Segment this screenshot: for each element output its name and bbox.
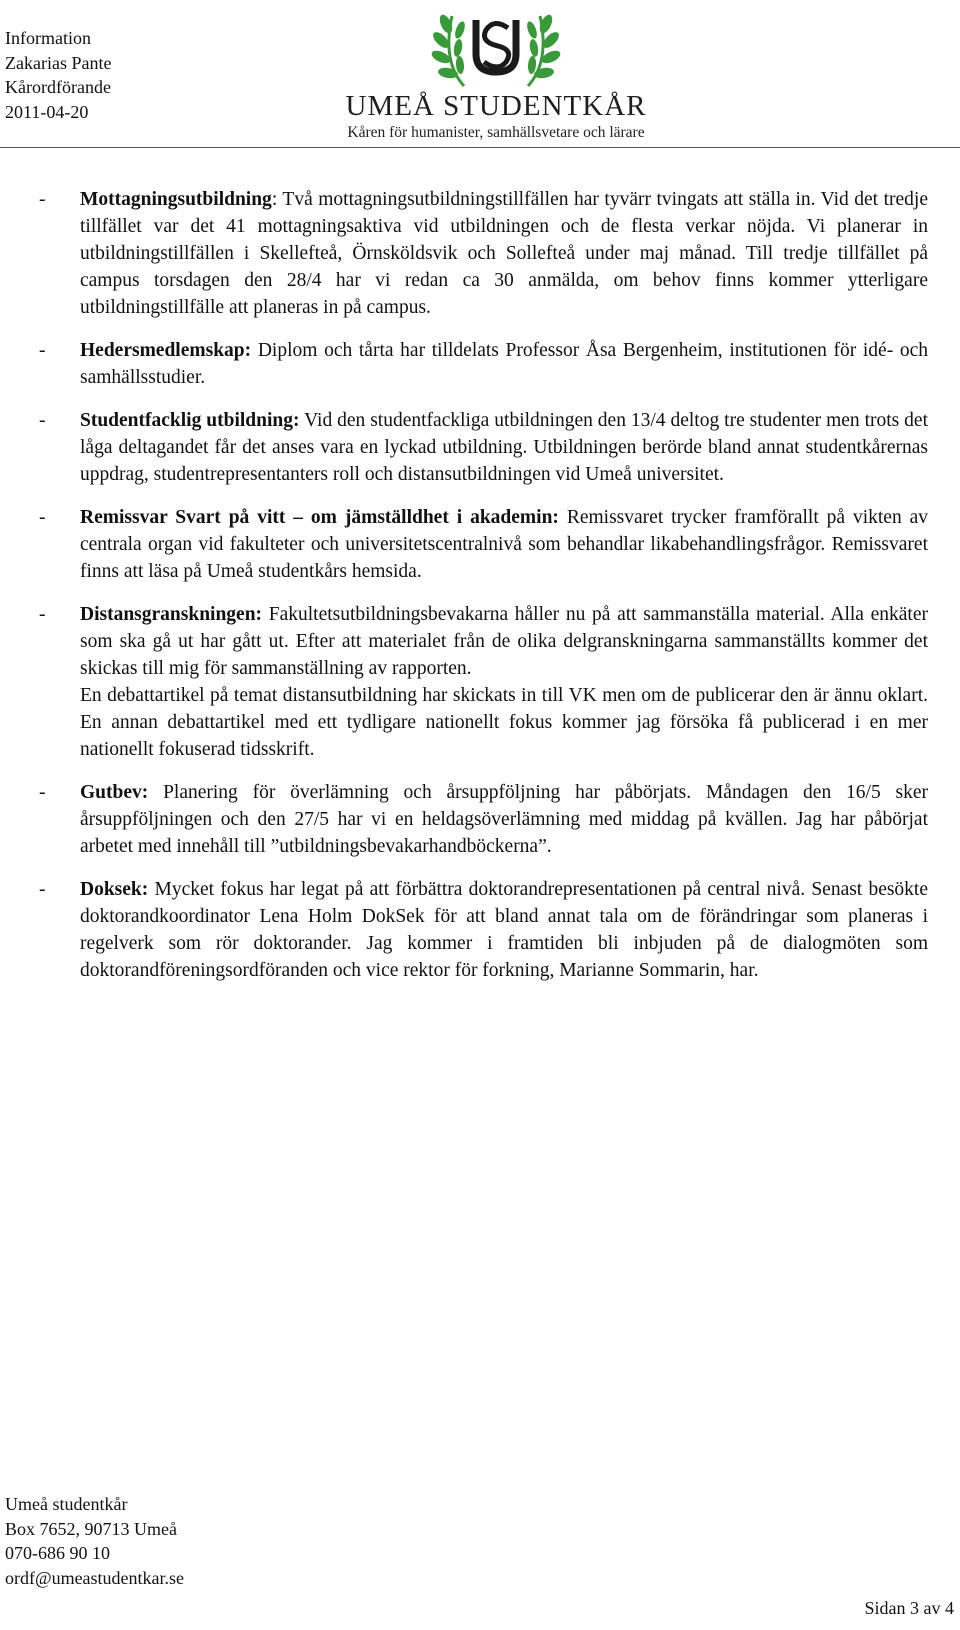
bullet-term: Hedersmedlemskap: xyxy=(80,340,252,361)
bullet-dash: - xyxy=(39,604,46,625)
bullet-dash: - xyxy=(39,507,46,528)
bullet-item-remissvar xyxy=(36,504,928,585)
bullet-paragraph xyxy=(80,337,928,391)
bullet-dash: - xyxy=(39,782,46,803)
header-line-date: 2011-04-20 xyxy=(5,101,89,122)
bullet-separator: : xyxy=(271,189,283,210)
bullet-item-hedersmedlemskap xyxy=(36,337,928,391)
bullet-item-distansgranskningen xyxy=(36,601,928,763)
footer-contact xyxy=(5,1492,184,1590)
bullet-term: Mottagningsutbildning xyxy=(80,189,272,210)
bullet-separator xyxy=(262,604,269,625)
bullet-text: Diplom och tårta har tilldelats Professor Åsa Bergenheim, institutionen för idé- och samhällsstudier. xyxy=(80,340,929,388)
bullet-paragraph xyxy=(80,779,928,860)
bullet-term: Doksek: xyxy=(80,879,149,900)
bullet-dash: - xyxy=(39,189,46,210)
header-line-doc-type: Information xyxy=(5,28,91,48)
header-divider xyxy=(0,147,960,148)
footer-email: ordf@umeastudentkar.se xyxy=(5,1567,185,1588)
laurel-wreath-us-monogram-icon xyxy=(424,2,568,92)
bullet-item-doksek xyxy=(36,876,928,984)
footer-phone: 070-686 90 10 xyxy=(5,1543,110,1563)
page-number: Sidan 3 av 4 xyxy=(864,1598,954,1618)
bullet-separator xyxy=(251,340,258,361)
bullet-separator xyxy=(148,782,163,803)
bullet-paragraph xyxy=(80,876,928,984)
organization-logo xyxy=(326,2,666,142)
bullet-paragraph-continued: En debattartikel på temat distansutbildning har skickats in till VK men om de publicerar den är ännu oklart. En annan debattartikel med ett tydligare nationellt fokus kommer jag försöka få publicerad i en mer nationellt fokuserad tidsskrift. xyxy=(80,685,928,760)
bullet-text: Mycket fokus har legat på att förbättra doktorandrepresentationen på central nivå. Senast besökte doktorandkoordinator Lena Holm DokSek för att bland annat tala om de förändringar som planeras i regelverk som rör doktorander. Jag kommer i framtiden bli inbjuden på de dialogmöten som doktorandföreningsordföranden och vice rektor för forkning, Marianne Sommarin, har. xyxy=(80,879,929,981)
bullet-text: Remissvaret trycker framförallt på vikten av centrala organ vid fakulteter och universitetscentralnivå som behandlar likabehandlingsfrågor. Remissvaret finns att läsa på Umeå studentkårs hemsida. xyxy=(80,507,929,582)
logo-title: UMEÅ STUDENTKÅR xyxy=(345,90,647,122)
bullet-item-mottagningsutbildning xyxy=(36,186,928,321)
bullet-dash: - xyxy=(39,410,46,431)
bullet-term: Distansgranskningen: xyxy=(80,604,263,625)
header-line-author: Zakarias Pante xyxy=(5,52,112,73)
bullet-term: Gutbev: xyxy=(80,782,149,803)
header-meta xyxy=(5,26,111,124)
footer-org-name: Umeå studentkår xyxy=(5,1494,128,1514)
bullet-item-gutbev xyxy=(36,779,928,860)
bullet-text: Två mottagningsutbildningstillfällen har tyvärr tvingats att ställa in. Vid det tredje tillfället var det 41 mottagningsaktiva vid utbildningen och de flesta verkar nöjda. Vi planerar in utbildningstillfällen i Skellefteå, Örnsköldsvik och Sollefteå under maj månad. Till tredje tillfället på campus torsdagen den 28/4 har vi redan ca 30 anmälda, om behov finns kommer ytterligare utbildningstillfälle att planeras in på campus. xyxy=(80,189,928,318)
bullet-paragraph xyxy=(80,407,928,488)
footer-address: Box 7652, 90713 Umeå xyxy=(5,1518,177,1539)
bullet-term: Remissvar Svart på vitt – om jämställdhet i akademin: xyxy=(80,507,559,528)
logo-subtitle: Kåren för humanister, samhällsvetare och lärare xyxy=(347,124,645,141)
bullet-paragraph xyxy=(80,601,928,682)
header-line-role: Kårordförande xyxy=(5,77,111,97)
bullet-text: Vid den studentfackliga utbildningen den 13/4 deltog tre studenter men trots det låga deltagandet får det anses vara en lyckad utbildning. Utbildningen berörde bland annat studentkårernas uppdrag, studentrepresentanters roll och distansutbildningen vid Umeå universitet. xyxy=(80,410,928,485)
bullet-item-studentfacklig-utbildning xyxy=(36,407,928,488)
bullet-text: Fakultetsutbildningsbevakarna håller nu på att sammanställa material. Alla enkäter som ska gå ut har gått ut. Efter att materialet från de olika delgranskningarna sammanställts kommer det skickas till mig för sammanställning av rapporten. xyxy=(80,604,929,679)
bullet-term: Studentfacklig utbildning: xyxy=(80,410,300,431)
bullet-text: Planering för överlämning och årsuppföljning har påbörjats. Måndagen den 16/5 sker årsuppföljningen och den 27/5 har vi en heldagsöverlämning med middag på kvällen. Jag har påbörjat arbetet med innehåll till ”utbildningsbevakarhandböckerna”. xyxy=(80,782,929,857)
bullet-dash: - xyxy=(39,879,46,900)
document-body xyxy=(36,186,928,1000)
bullet-dash: - xyxy=(39,340,46,361)
bullet-separator xyxy=(559,507,567,528)
bullet-paragraph xyxy=(80,186,928,321)
bullet-paragraph xyxy=(80,504,928,585)
